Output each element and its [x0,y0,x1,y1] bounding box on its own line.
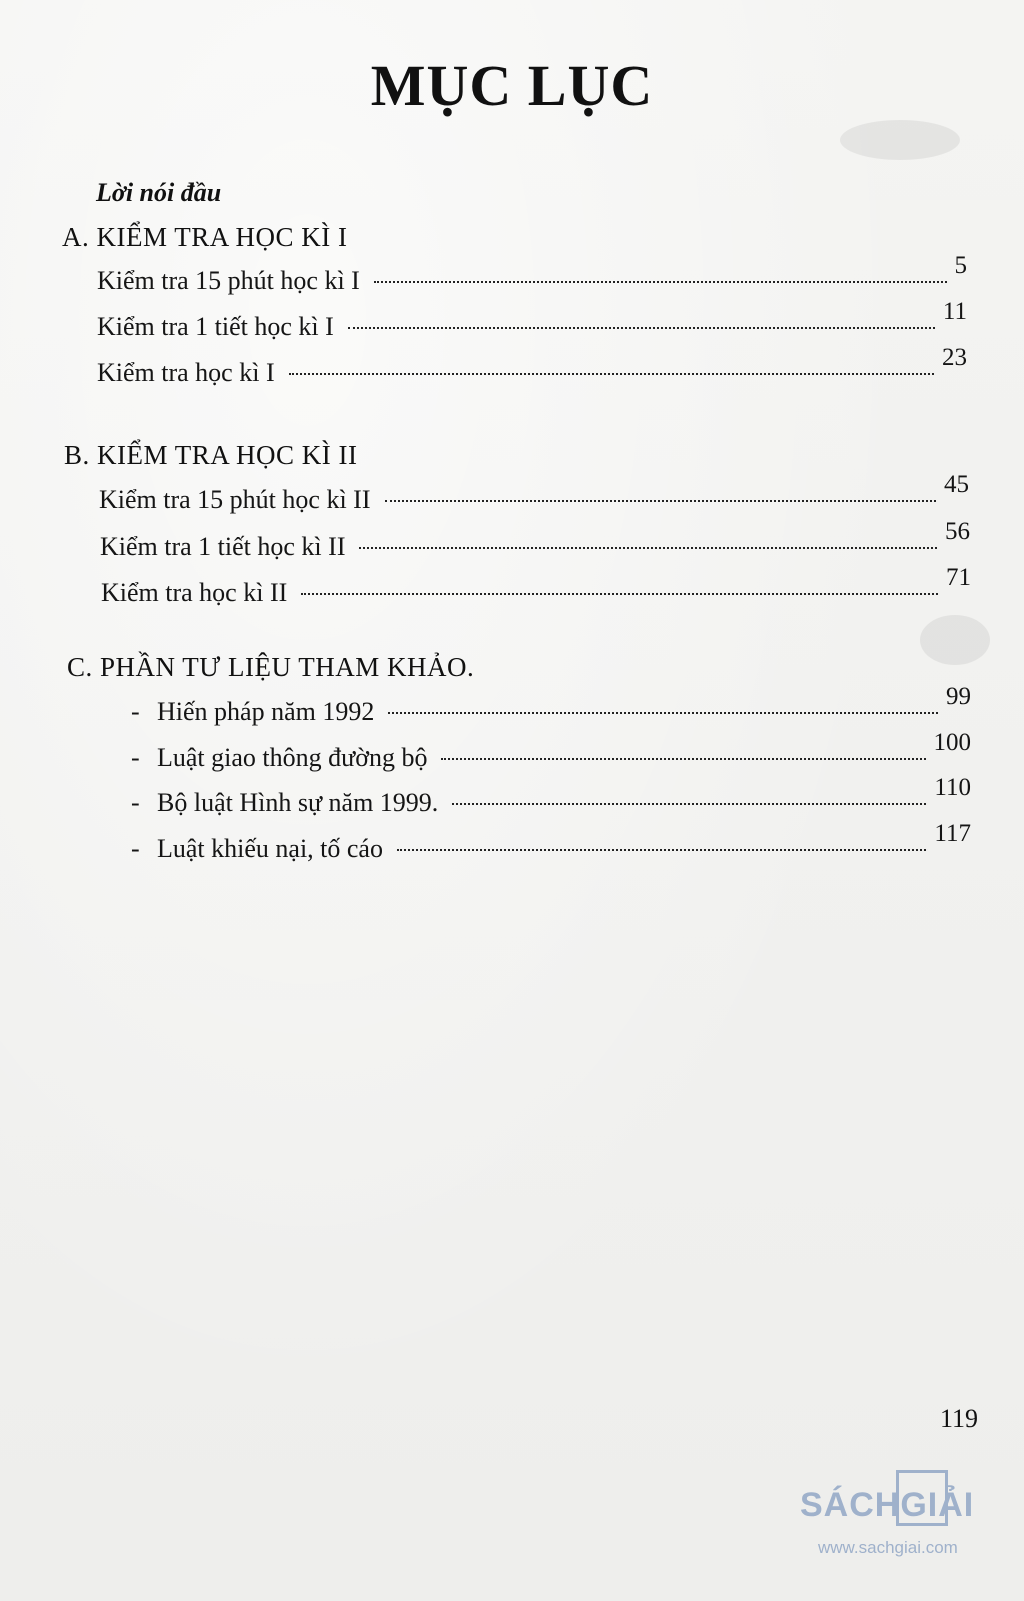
toc-entry [131,683,971,727]
toc-entry-label: Kiểm tra 1 tiết học kì II [100,532,346,561]
toc-entry-text: Hiến pháp năm 1992 [157,697,375,726]
toc-entry-label: Kiểm tra 15 phút học kì I [97,266,360,295]
intro-heading: Lời nói đầu [96,178,222,207]
smudge [840,120,960,160]
dot-leader [289,373,934,375]
bullet-dash: - [131,834,140,863]
page-number: 119 [940,1404,979,1433]
toc-entry [100,518,970,562]
dot-leader [348,327,935,329]
smudge [920,615,990,665]
toc-entry-page: 110 [934,774,971,801]
dot-leader [301,593,938,595]
toc-entry-label [131,834,397,864]
bullet-dash: - [131,788,140,817]
toc-entry-page: 71 [946,564,971,591]
toc-entry-label: Kiểm tra 1 tiết học kì I [97,312,334,341]
dot-leader [397,849,926,851]
watermark-brand: SÁCHGIẢI [800,1486,975,1524]
toc-entry-page: 11 [942,298,967,325]
toc-entry-page: 117 [934,820,971,847]
toc-entry [99,471,969,515]
toc-entry-label: Kiểm tra học kì II [101,578,288,607]
dot-leader [441,758,925,760]
dot-leader [388,712,938,714]
toc-entry-page: 5 [954,252,967,279]
toc-entry [131,774,971,818]
toc-entry [131,820,971,864]
toc-entry-page: 100 [933,729,971,756]
section-heading-c: C. PHẦN TƯ LIỆU THAM KHẢO. [67,652,475,682]
toc-entry-label [131,788,452,818]
dot-leader [359,547,937,549]
watermark-url: www.sachgiai.com [818,1538,958,1557]
toc-entry [131,729,971,773]
toc-entry-page: 45 [944,471,969,498]
toc-entry-label [131,697,388,727]
toc-entry-label: Kiểm tra 15 phút học kì II [99,485,371,514]
bullet-dash: - [131,697,140,726]
toc-entry-page: 56 [945,518,970,545]
watermark-logo [800,1462,1000,1582]
toc-entry-page: 99 [946,683,971,710]
page-title: MỤC LỤC [370,53,654,118]
toc-entry-text: Luật khiếu nại, tố cáo [157,834,383,863]
section-heading-b: B. KIỂM TRA HỌC KÌ II [64,440,358,470]
section-heading-a: A. KIỂM TRA HỌC KÌ I [62,222,348,252]
bullet-dash: - [131,743,140,772]
toc-entry [97,298,967,342]
dot-leader [374,281,947,283]
toc-entry [97,252,967,296]
toc-entry [97,344,967,388]
toc-entry-page: 23 [942,344,967,371]
toc-entry-label: Kiểm tra học kì I [97,358,275,387]
dot-leader [385,500,937,502]
toc-entry-text: Bộ luật Hình sự năm 1999. [157,788,439,817]
toc-entry-text: Luật giao thông đường bộ [157,743,428,772]
dot-leader [452,803,926,805]
toc-entry [101,564,971,608]
toc-entry-label [131,743,441,773]
